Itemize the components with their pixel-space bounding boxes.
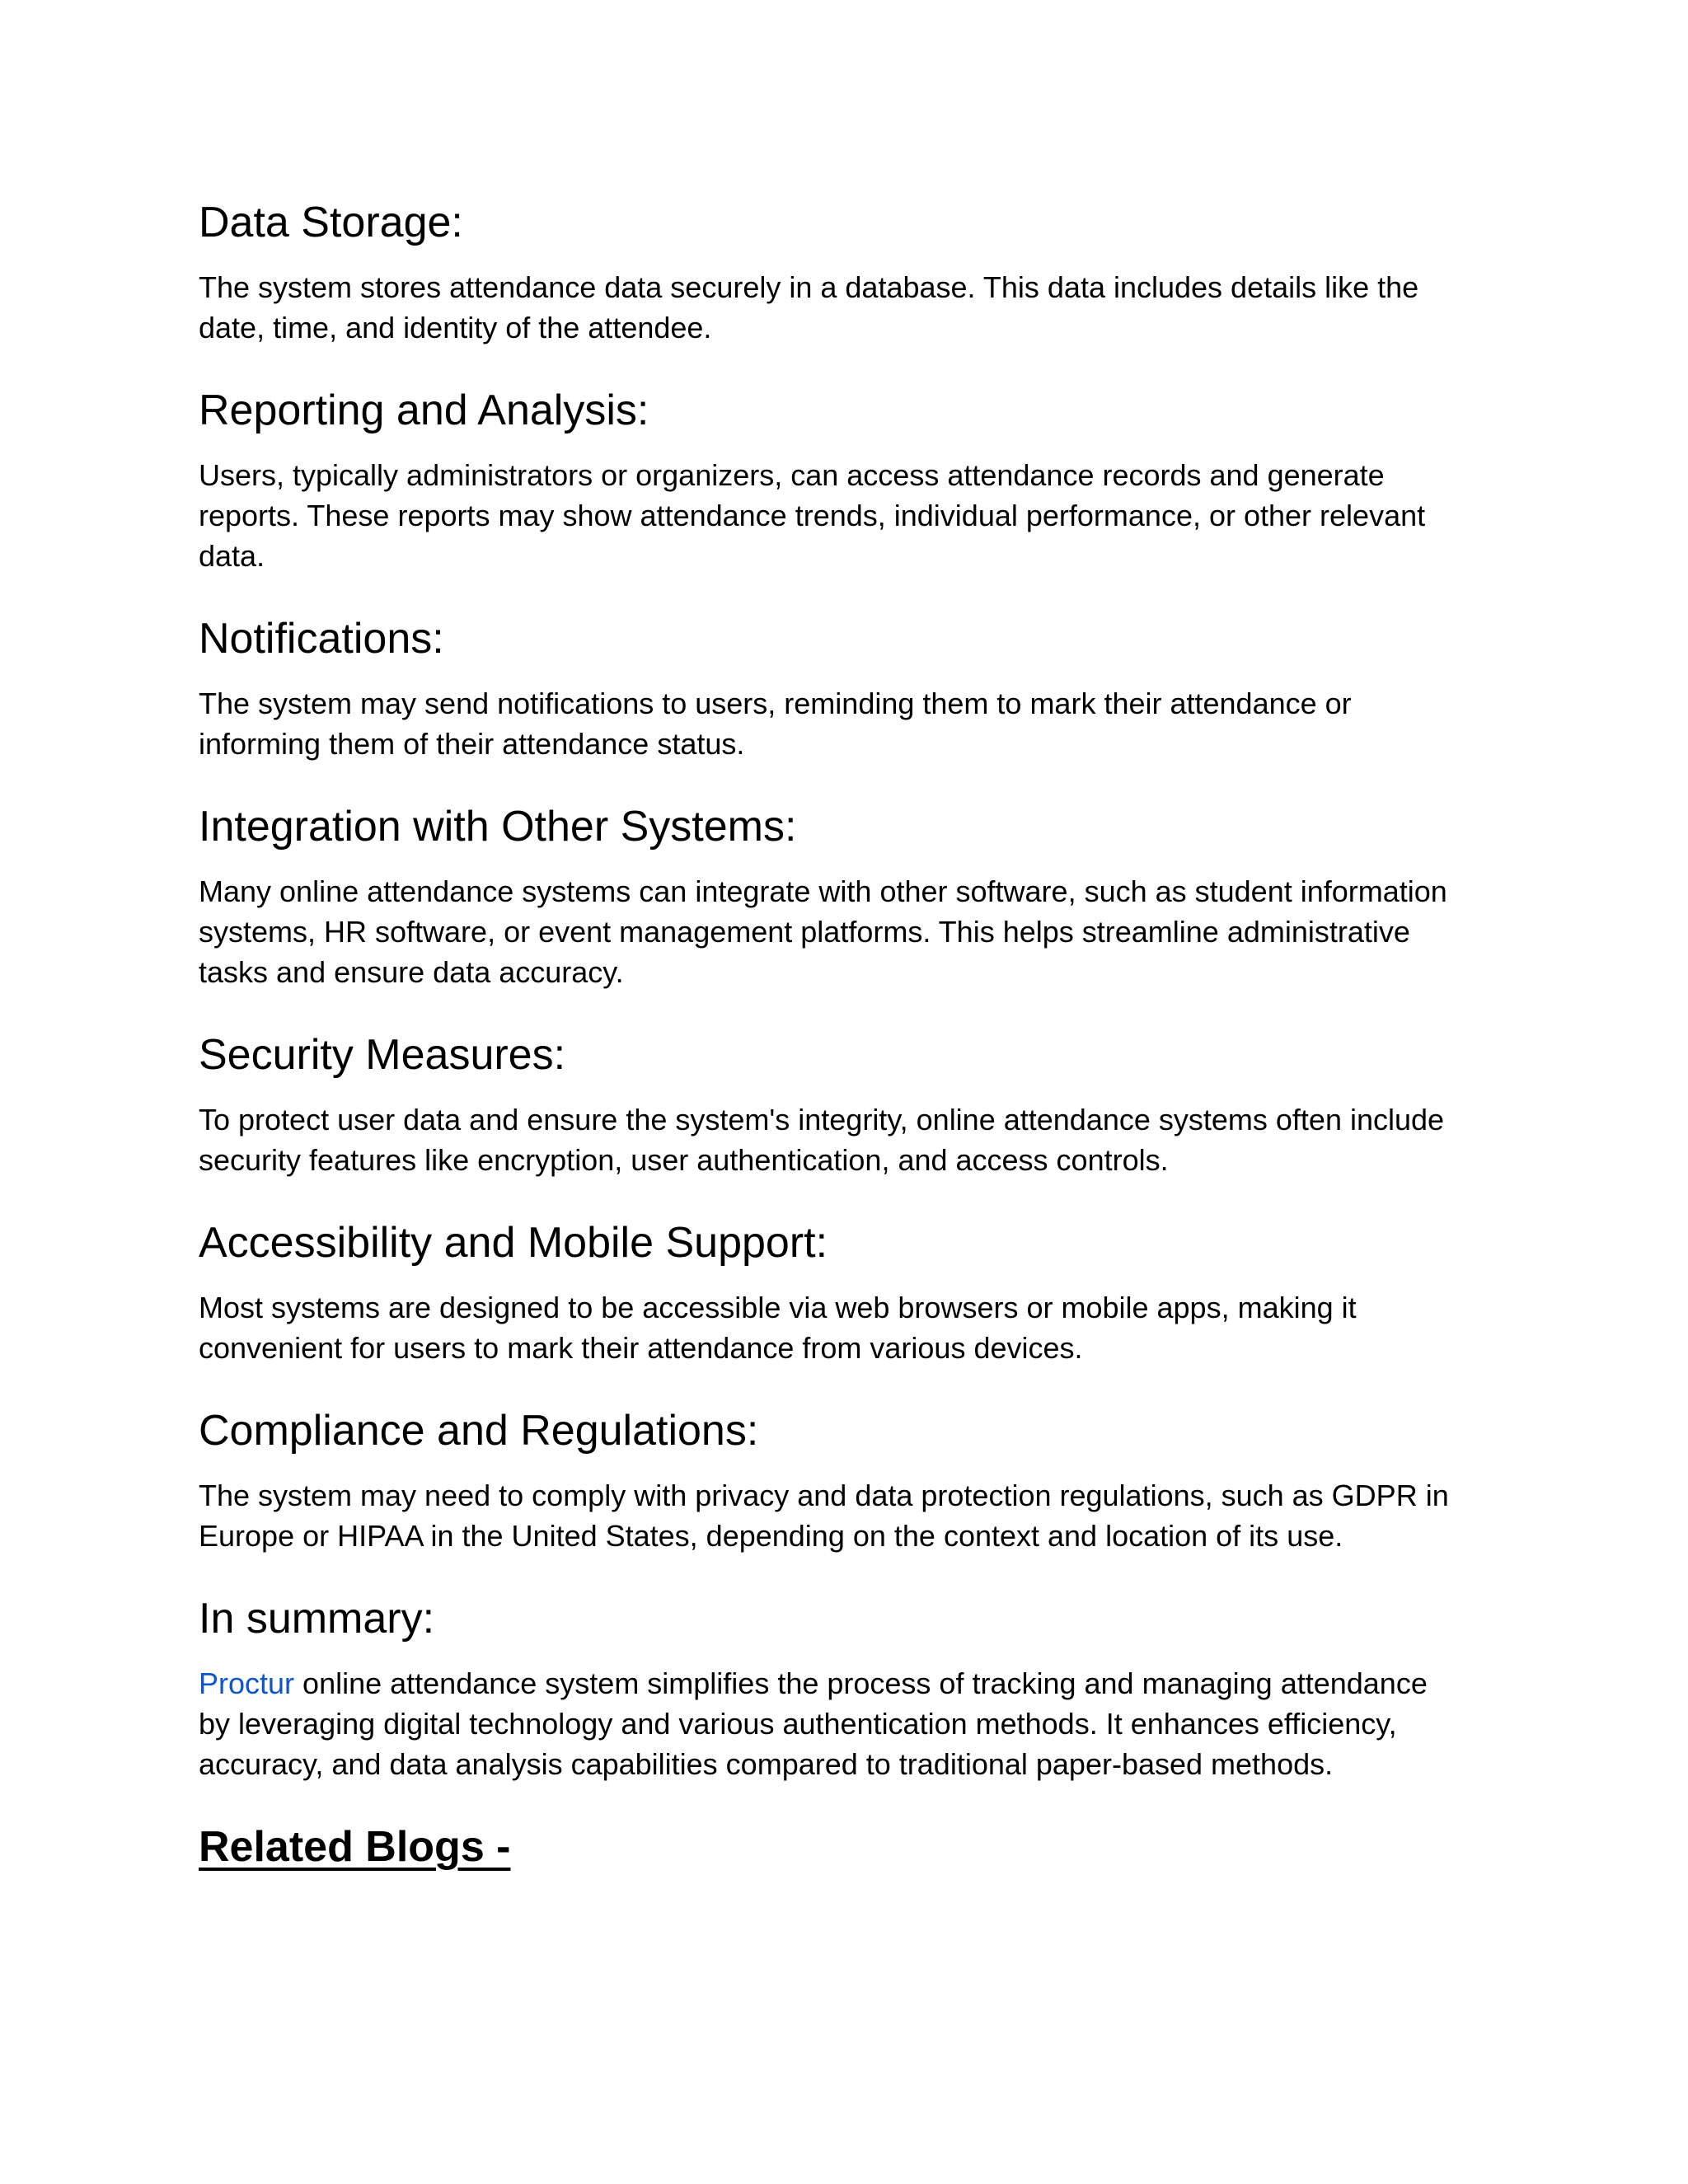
paragraph-summary (199, 1663, 1497, 1784)
paragraph-line: To protect user data and ensure the system's integrity, online attendance systems often include (199, 1103, 1445, 1137)
paragraph-accessibility-and-mobile-support (199, 1287, 1497, 1368)
paragraph-line: informing them of their attendance status. (199, 727, 745, 761)
paragraph-line: reports. These reports may show attendance trends, individual performance, or other relevant (199, 499, 1426, 532)
heading-reporting-and-analysis: Reporting and Analysis: (199, 387, 649, 434)
paragraph-line: Most systems are designed to be accessible via web browsers or mobile apps, making it (199, 1291, 1357, 1324)
paragraph-line: systems, HR software, or event management platforms. This helps streamline administrative (199, 915, 1410, 949)
heading-data-storage: Data Storage: (199, 199, 463, 246)
heading-security-measures: Security Measures: (199, 1031, 566, 1079)
paragraph-line: The system may need to comply with privacy and data protection regulations, such as GDPR in (199, 1479, 1449, 1512)
heading-integration-with-other-systems: Integration with Other Systems: (199, 803, 797, 851)
paragraph-line: Europe or HIPAA in the United States, depending on the context and location of its use. (199, 1519, 1343, 1553)
paragraph-reporting-and-analysis (199, 455, 1497, 576)
paragraph-line: convenient for users to mark their attendance from various devices. (199, 1331, 1083, 1365)
paragraph-line: accuracy, and data analysis capabilities compared to traditional paper-based methods. (199, 1747, 1334, 1781)
paragraph-line: data. (199, 539, 265, 573)
paragraph-line: tasks and ensure data accuracy. (199, 955, 624, 989)
paragraph-security-measures (199, 1099, 1497, 1180)
paragraph-line: Many online attendance systems can integrate with other software, such as student information (199, 874, 1447, 908)
paragraph-line: Users, typically administrators or organizers, can access attendance records and generate (199, 458, 1385, 492)
paragraph-data-storage (199, 267, 1497, 348)
related-blogs-heading: Related Blogs - (199, 1823, 511, 1871)
heading-notifications: Notifications: (199, 615, 444, 663)
paragraph-line: The system may send notifications to users, reminding them to mark their attendance or (199, 687, 1352, 720)
summary-first-line-text: online attendance system simplifies the process of tracking and managing attendance (294, 1666, 1428, 1700)
heading-accessibility-and-mobile-support: Accessibility and Mobile Support: (199, 1219, 828, 1267)
paragraph-compliance-and-regulations (199, 1475, 1497, 1556)
proctur-link[interactable]: Proctur (199, 1666, 295, 1700)
paragraph-line: by leveraging digital technology and various authentication methods. It enhances efficiency, (199, 1707, 1397, 1741)
heading-in-summary: In summary: (199, 1595, 435, 1643)
paragraph-line: date, time, and identity of the attendee. (199, 311, 712, 344)
document-page (199, 188, 1497, 1882)
paragraph-line (199, 1663, 1497, 1704)
paragraph-line: The system stores attendance data securely in a database. This data includes details like the (199, 270, 1419, 304)
paragraph-notifications (199, 683, 1497, 764)
paragraph-integration-with-other-systems (199, 871, 1497, 992)
heading-compliance-and-regulations: Compliance and Regulations: (199, 1407, 759, 1455)
paragraph-line: security features like encryption, user authentication, and access controls. (199, 1143, 1169, 1177)
